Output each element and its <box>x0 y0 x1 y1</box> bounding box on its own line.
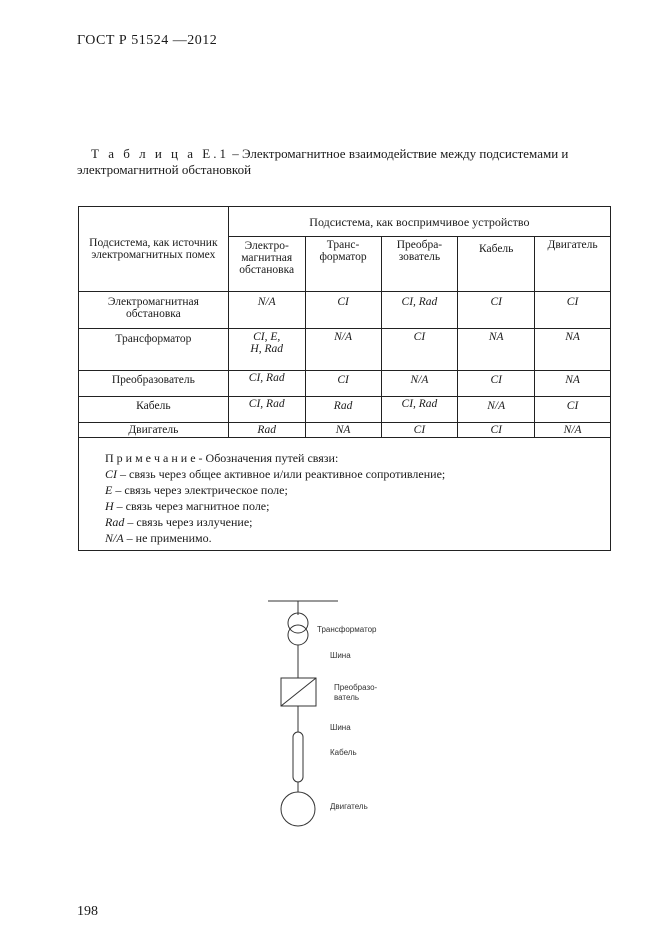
note-code: CI <box>105 467 117 481</box>
transformer-symbol <box>288 613 308 633</box>
table-cell: NA <box>458 329 535 371</box>
table-cell: CI <box>381 423 458 438</box>
label-motor: Двигатель <box>330 802 368 811</box>
table-caption-label: Т а б л и ц а Е.1 <box>91 146 229 161</box>
note-title: П р и м е ч а н и е - Обозначения путей связи: <box>105 451 339 465</box>
row-label: Трансформатор <box>79 329 229 371</box>
table-row <box>79 329 611 371</box>
table-cell: CI <box>535 292 611 329</box>
label-bus: Шина <box>330 723 351 732</box>
note-code: E <box>105 483 113 497</box>
cable-symbol <box>293 732 303 782</box>
label-converter: Преобразо- <box>334 683 378 692</box>
note-item <box>105 466 610 482</box>
table-cell: NA <box>535 329 611 371</box>
table-row <box>79 371 611 397</box>
table-cell: CI <box>458 292 535 329</box>
table-cell: CI <box>305 292 381 329</box>
table-cell: N/A <box>305 329 381 371</box>
table-cell: N/A <box>381 371 458 397</box>
table-caption-text: – Электромагнитное взаимодействие между подсистемами и <box>228 146 569 161</box>
interaction-table <box>78 206 611 551</box>
note-text: – связь через излучение; <box>124 515 253 529</box>
table-cell: CI, Rad <box>228 397 305 423</box>
table-cell: Rad <box>228 423 305 438</box>
label-transformer: Трансформатор <box>317 625 377 634</box>
table-note <box>79 438 611 551</box>
note-code: H <box>105 499 114 513</box>
table-cell: NA <box>535 371 611 397</box>
note-code: Rad <box>105 515 125 529</box>
label-converter: ватель <box>334 693 360 702</box>
table-cell: N/A <box>535 423 611 438</box>
table-cell: CI <box>458 423 535 438</box>
column-header: Электро-магнитная обстановка <box>228 237 305 292</box>
note-text: – связь через общее активное и/или реактивное сопротивление; <box>117 467 446 481</box>
row-label: Двигатель <box>79 423 229 438</box>
table-cell: CI, E, H, Rad <box>228 329 305 371</box>
transformer-symbol <box>288 625 308 645</box>
label-bus: Шина <box>330 651 351 660</box>
column-header: Транс-форматор <box>305 237 381 292</box>
note-text: – связь через магнитное поле; <box>113 499 270 513</box>
table-cell: CI <box>535 397 611 423</box>
converter-diagonal <box>281 678 316 706</box>
table-cell: NA <box>305 423 381 438</box>
note-text: – не применимо. <box>123 531 212 545</box>
table-cell: CI <box>458 371 535 397</box>
table-cell: CI, Rad <box>381 397 458 423</box>
power-system-diagram <box>255 595 425 835</box>
note-item <box>105 530 610 546</box>
note-item <box>105 514 610 530</box>
receiver-header: Подсистема, как воспримчивое устройство <box>228 207 610 237</box>
note-code: N/A <box>105 531 124 545</box>
label-cable: Кабель <box>330 748 357 757</box>
table-row <box>79 423 611 438</box>
row-label: Кабель <box>79 397 229 423</box>
table-cell: CI <box>305 371 381 397</box>
table-caption <box>77 146 617 178</box>
note-item <box>105 482 610 498</box>
document-header: ГОСТ Р 51524 —2012 <box>77 33 218 48</box>
page-number: 198 <box>77 904 98 919</box>
table-cell: CI, Rad <box>228 371 305 397</box>
row-label: Преобразователь <box>79 371 229 397</box>
column-header: Преобра-зователь <box>381 237 458 292</box>
table-cell: Rad <box>305 397 381 423</box>
note-text: – связь через электрическое поле; <box>112 483 288 497</box>
column-header: Двигатель <box>535 237 611 292</box>
table-caption-text-continued: электромагнитной обстановкой <box>77 162 252 177</box>
table-cell: N/A <box>458 397 535 423</box>
note-item <box>105 498 610 514</box>
row-label: Электромагнитная обстановка <box>79 292 229 329</box>
table-row <box>79 397 611 423</box>
motor-symbol <box>281 792 315 826</box>
table-cell: CI <box>381 329 458 371</box>
table-cell: CI, Rad <box>381 292 458 329</box>
column-header: Кабель <box>458 237 535 292</box>
source-header: Подсистема, как источник электромагнитных помех <box>79 207 229 292</box>
table-row <box>79 292 611 329</box>
table-cell: N/A <box>228 292 305 329</box>
